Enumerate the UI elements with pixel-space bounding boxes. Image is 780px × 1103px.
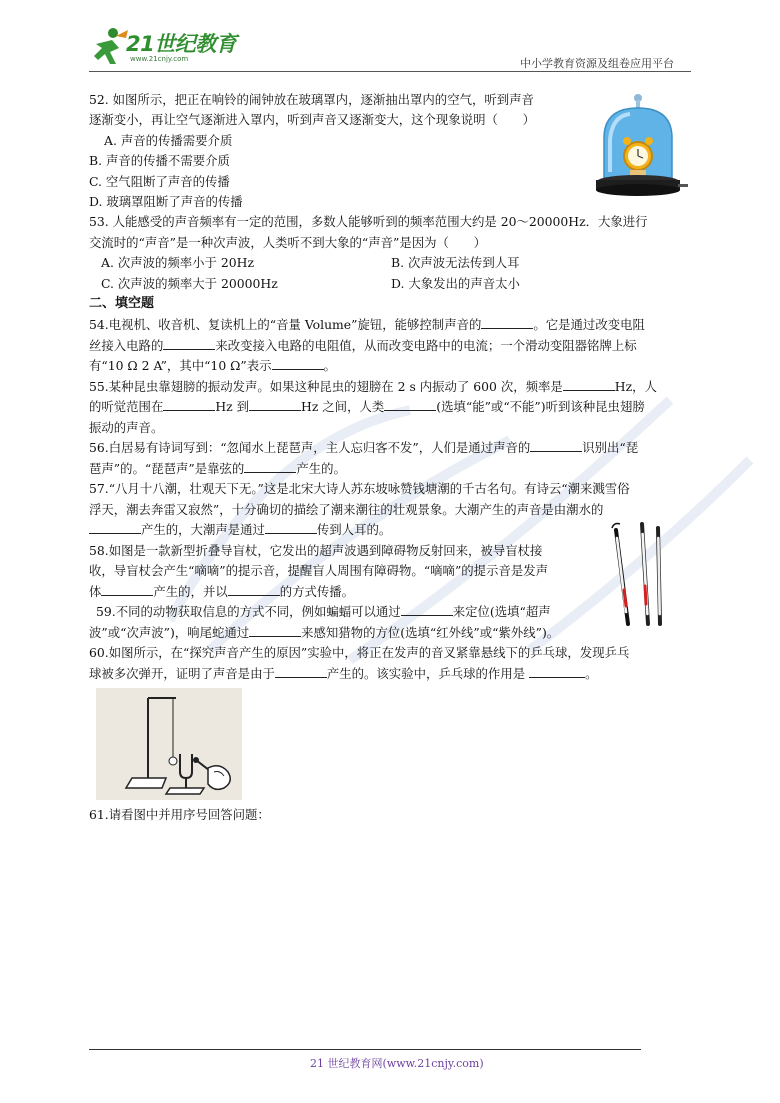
q54-text: 。: [323, 358, 336, 373]
site-logo: [86, 26, 246, 70]
q60-line-1: 60.如图所示，在“探究声音产生的原因”实验中，将正在发声的音叉紧靠悬线下的乒乓球，发现乒乓: [89, 645, 630, 660]
q56-blank-1[interactable]: [530, 438, 582, 452]
q53-line-1: 53. 人能感受的声音频率有一定的范围，多数人能够听到的频率范围大约是 20～20000Hz．大象进行: [89, 214, 648, 229]
q55-text: Hz 到: [215, 399, 250, 414]
q58-blank-2[interactable]: [228, 582, 280, 596]
logo-text: 21世纪教育: [126, 32, 237, 56]
q55-text: Hz，人: [614, 379, 657, 394]
q57-line-3: [89, 520, 391, 539]
q59-blank-1[interactable]: [401, 602, 453, 616]
q55-text: 的听觉范围在: [89, 399, 164, 414]
q55-blank-1[interactable]: [563, 377, 615, 391]
q53-option-d[interactable]: D. 大象发出的声音太小: [391, 276, 520, 291]
q56-text: 识别出“琵: [582, 440, 639, 455]
q59-text: 波”或“次声波”)，响尾蛇通过: [89, 625, 250, 640]
q54-blank-2[interactable]: [163, 336, 215, 350]
q52-line-2: 逐渐变小，再让空气逐渐进入罩内，听到声音又逐渐变大，这个现象说明（ ）: [89, 112, 536, 127]
q60-line-2: [89, 664, 597, 683]
q56-blank-2[interactable]: [244, 459, 296, 473]
q55-blank-4[interactable]: [384, 397, 436, 411]
q55-blank-3[interactable]: [249, 397, 301, 411]
q53-option-c[interactable]: C. 次声波的频率大于 20000Hz: [101, 276, 278, 291]
q58-text: 体: [89, 584, 102, 599]
q59-line-2: [89, 623, 559, 642]
logo-url: www.21cnjy.com: [130, 55, 189, 63]
bell-jar-alarm-clock-figure: [590, 92, 690, 204]
q55-line-1: [89, 377, 657, 396]
q59-blank-2[interactable]: [249, 623, 301, 637]
q59-text: 来感知猎物的方位(选填“红外线”或“紫外线”)。: [301, 625, 560, 640]
header-platform-name: 中小学教育资源及组卷应用平台: [520, 57, 674, 70]
section-title-fill-in: 二、填空题: [89, 296, 155, 311]
q57-blank-1[interactable]: [89, 520, 141, 534]
footer-divider: [89, 1049, 641, 1050]
q59-text: 来定位(选填“超声: [452, 604, 551, 619]
q54-text: 54.电视机、收音机、复读机上的“音量 Volume”旋钮，能够控制声音的: [89, 317, 482, 332]
tuning-fork-ping-pong-figure: [96, 688, 242, 800]
q61-line: 61.请看图中并用序号回答问题：: [89, 807, 270, 822]
q58-line-2: 收，导盲杖会产生“嘀嘀”的提示音，提醒盲人周围有障碍物。“嘀嘀”的提示音是发声: [89, 563, 549, 578]
q54-blank-1[interactable]: [481, 315, 533, 329]
q53-option-b[interactable]: B. 次声波无法传到人耳: [391, 255, 520, 270]
q56-text: 琶声”的。“琵琶声”是靠弦的: [89, 461, 245, 476]
q56-line-1: [89, 438, 638, 457]
q60-text: 球被多次弹开，证明了声音是由于: [89, 666, 275, 681]
q58-line-1: 58.如图是一款新型折叠导盲杖，它发出的超声波遇到障碍物反射回来，被导盲杖接: [89, 543, 543, 558]
q58-text: 的方式传播。: [279, 584, 355, 599]
q54-line-3: [89, 356, 336, 375]
q59-text: 59.不同的动物获取信息的方式不同，例如蝙蝠可以通过: [96, 604, 401, 619]
q52-line-1: 52. 如图所示，把正在响铃的闹钟放在玻璃罩内，逐渐抽出罩内的空气，听到声音: [89, 92, 534, 107]
q54-text: 。它是通过改变电阻: [533, 317, 645, 332]
q58-text: 产生的，并以: [153, 584, 228, 599]
q56-line-2: [89, 459, 346, 478]
q58-blank-1[interactable]: [101, 582, 153, 596]
q60-text: 产生的。该实验中，乒乓球的作用是: [326, 666, 530, 681]
q60-blank-2[interactable]: [529, 664, 585, 678]
footer-source[interactable]: 21 世纪教育网(www.21cnjy.com): [310, 1057, 484, 1070]
q54-text: 有“10 Ω 2 A”，其中“10 Ω”表示: [89, 358, 272, 373]
q53-option-a[interactable]: A. 次声波的频率小于 20Hz: [101, 255, 254, 270]
q52-option-c[interactable]: C. 空气阻断了声音的传播: [89, 174, 230, 189]
q59-line-1: [96, 602, 551, 621]
q57-text: 产生的，大潮声是通过: [141, 522, 265, 537]
q58-line-3: [89, 582, 354, 601]
q54-blank-3[interactable]: [272, 356, 324, 370]
q54-text: 丝接入电路的: [89, 338, 164, 353]
q54-line-1: [89, 315, 645, 334]
q55-line-3: 振动的声音。: [89, 420, 164, 435]
q52-option-a[interactable]: A. 声音的传播需要介质: [104, 133, 233, 148]
folding-guide-cane-figure: [608, 520, 670, 630]
q54-text: 来改变接入电路的电阻值，从而改变电路中的电流；一个滑动变阻器铭牌上标: [215, 338, 637, 353]
q54-line-2: [89, 336, 637, 355]
q52-option-d[interactable]: D. 玻璃罩阻断了声音的传播: [89, 194, 243, 209]
q55-blank-2[interactable]: [163, 397, 215, 411]
q53-line-2: 交流时的“声音”是一种次声波，人类听不到大象的“声音”是因为（ ）: [89, 235, 487, 250]
q55-text: (选填“能”或“不能”)听到该种昆虫翅膀: [436, 399, 645, 414]
q57-line-1: 57.“八月十八潮，壮观天下无。”这是北宋大诗人苏东坡咏赞钱塘潮的千古名句。有诗云“潮来溅雪俗: [89, 481, 630, 496]
q60-blank-1[interactable]: [275, 664, 327, 678]
q56-text: 产生的。: [296, 461, 346, 476]
q56-text: 56.白居易有诗词写到：“忽闻水上琵琶声，主人忘归客不发”，人们是通过声音的: [89, 440, 531, 455]
q55-line-2: [89, 397, 645, 416]
q55-text: 55.某种昆虫靠翅膀的振动发声。如果这种昆虫的翅膀在 2 s 内振动了 600 次，频率是: [89, 379, 563, 394]
q55-text: Hz 之间，人类: [301, 399, 385, 414]
q57-text: 传到人耳的。: [316, 522, 392, 537]
logo-runner-icon: [86, 26, 130, 68]
q60-text: 。: [585, 666, 598, 681]
q52-option-b[interactable]: B. 声音的传播不需要介质: [89, 153, 230, 168]
q57-blank-2[interactable]: [265, 520, 317, 534]
header-divider: [89, 71, 691, 72]
q57-line-2: 浮天，潮去奔雷又寂然”，十分确切的描绘了潮来潮往的壮观景象。大潮产生的声音是由潮水的: [89, 502, 604, 517]
